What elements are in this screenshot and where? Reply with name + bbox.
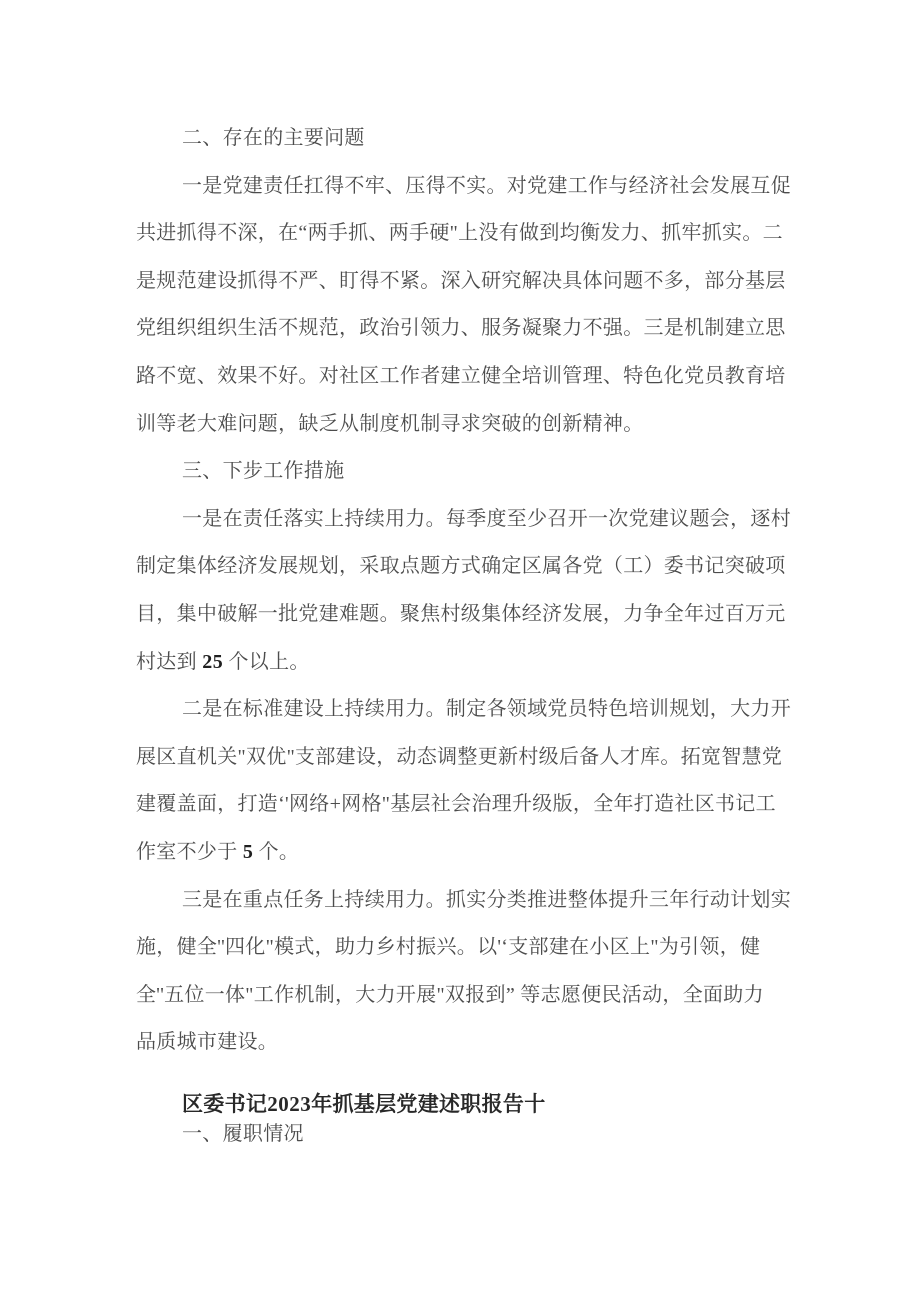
- body-text-line: [136, 924, 806, 972]
- body-text-line: [136, 163, 806, 211]
- body-text-line: [136, 686, 806, 734]
- text-segment: 一、履职情况: [182, 1122, 304, 1145]
- bold-text-segment: 2023: [267, 1091, 312, 1116]
- text-segment: 一是在责任落实上持续用力。每季度至少召开一次党建议题会，逐村: [182, 507, 791, 530]
- text-segment: 党组织组织生活不规范，政治引领力、服务凝聚力不强。三是机制建立思: [136, 317, 786, 340]
- body-text-line: [136, 1019, 806, 1067]
- text-segment: 村达到: [136, 650, 203, 673]
- text-segment: 品质城市建设。: [136, 1031, 279, 1054]
- body-text-line: [136, 781, 806, 829]
- bold-text-segment: 年抓基层党建述职报告十: [311, 1091, 546, 1116]
- text-segment: 展区直机关"双优"支部建设，动态调整更新村级后备人才库。拓宽智慧党: [136, 745, 783, 768]
- body-text-line: [136, 877, 806, 925]
- bold-text-segment: 25: [202, 650, 224, 673]
- text-segment: 二、存在的主要问题: [182, 127, 365, 149]
- body-text-line: [136, 496, 806, 544]
- body-text-line: [136, 401, 806, 449]
- text-segment: 一是党建责任扛得不牢、压得不实。对党建工作与经济社会发展互促: [182, 174, 791, 197]
- text-segment: 作室不少于: [136, 840, 243, 863]
- body-text-line: [136, 258, 806, 306]
- text-segment: 施，健全''四化"模式，助力乡村振兴。以'‘支部建在小区上"为引领，健: [136, 936, 761, 959]
- body-text-line: [136, 591, 806, 639]
- body-text-line: [136, 972, 806, 1020]
- bold-text-segment: 区委书记: [182, 1091, 268, 1116]
- section-subheading-line: [136, 1119, 806, 1149]
- body-text-line: [136, 639, 806, 687]
- text-segment: 个。: [253, 840, 300, 863]
- body-text-line: [136, 305, 806, 353]
- report-heading-line: [136, 1089, 806, 1119]
- text-segment: 目，集中破解一批党建难题。聚焦村级集体经济发展，力争全年过百万元: [136, 602, 786, 625]
- text-segment: 制定集体经济发展规划，采取点题方式确定区属各党（工）委书记突破项: [136, 555, 786, 578]
- body-text-line: [136, 543, 806, 591]
- document-text-block: [136, 115, 806, 1149]
- text-segment: 共进抓得不深，在“两手抓、两手硬"上没有做到均衡发力、抓牢抓实。二: [136, 222, 783, 245]
- body-text-line: [136, 448, 806, 496]
- text-segment: 建覆盖面，打造‘'网络+网格"基层社会治理升级版，全年打造社区书记工: [136, 793, 776, 816]
- text-segment: 全''五位一体"工作机制，大力开展"双报到” 等志愿便民活动，全面助力: [136, 983, 764, 1006]
- text-segment: 训等老大难问题，缺乏从制度机制寻求突破的创新精神。: [136, 412, 644, 435]
- text-segment: 路不宽、效果不好。对社区工作者建立健全培训管理、特色化党员教育培: [136, 364, 786, 387]
- text-segment: 三是在重点任务上持续用力。抓实分类推进整体提升三年行动计划实: [182, 888, 791, 911]
- bold-text-segment: 5: [242, 840, 254, 863]
- text-segment: 三、下步工作措施: [182, 460, 345, 483]
- body-text-line: [136, 115, 806, 163]
- text-segment: 个以上。: [223, 650, 310, 673]
- text-segment: 是规范建设抓得不严、盯得不紧。深入研究解决具体问题不多，部分基层: [136, 269, 786, 292]
- body-text-line: [136, 734, 806, 782]
- body-text-line: [136, 353, 806, 401]
- text-segment: 二是在标准建设上持续用力。制定各领域党员特色培训规划，大力开: [182, 698, 791, 721]
- body-text-line: [136, 829, 806, 877]
- body-text-line: [136, 210, 806, 258]
